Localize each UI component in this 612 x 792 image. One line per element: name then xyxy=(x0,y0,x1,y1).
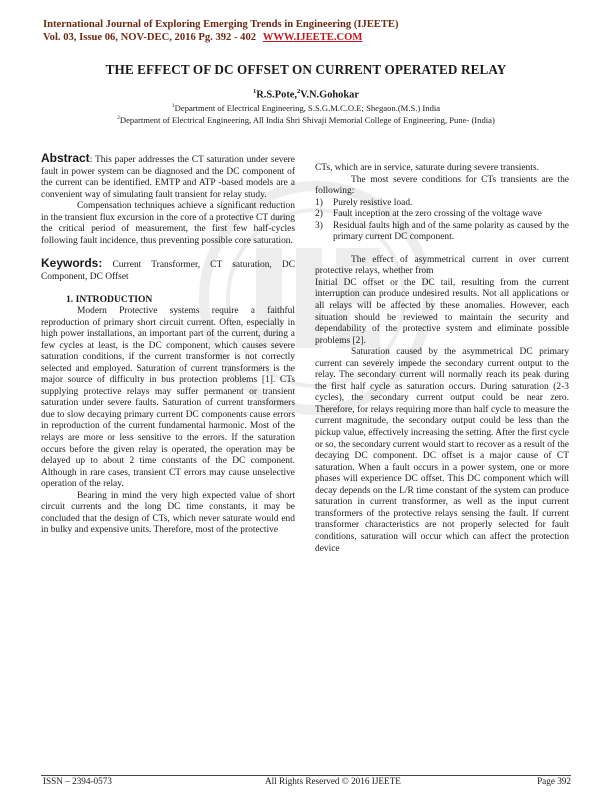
affiliation-1 xyxy=(0,103,612,113)
list-item-number: 2) xyxy=(315,209,323,220)
right-column xyxy=(315,163,569,555)
intro-paragraph-1: Modern Protective systems require a faithful reproduction of primary short circuit current. Often, especially in high power installations, an important part of the current, during a few cycles at least, is the DC component, which causes severe saturation conditions, if the current transformer is not correctly selected and employed. Saturation of current transformers is the major source of difficulty in bus protection problems [1]. CTs supplying protective relays may suffer permanent or transient saturation under severe faults. Saturation of current transformers due to slow decaying primary current DC components cause errors in reproduction of the current fundamental harmonic. Most of the relays are more or less sensitive to the errors. If the saturation occurs before the given relay is operated, the operation may be delayed up to about 2 time constants of the DC component. Although in rare cases, transient CT errors may cause unselective operation of the relay. xyxy=(41,306,295,490)
abstract-paragraph-1 xyxy=(41,153,295,201)
right-paragraph-3a: The effect of asymmetrical current in over current protective relays, whether from xyxy=(315,254,569,277)
abstract-paragraph-2: Compensation techniques achieve a significant reduction in the transient flux excursion in the core of a protective CT during the critical period of measurement, the first few half-cycles following fault incidence, thus preventing possible core saturation. xyxy=(41,201,295,246)
keywords-paragraph xyxy=(41,258,295,283)
list-item-number: 3) xyxy=(315,220,323,231)
affiliation-1-text: Department of Electrical Engineering, S.S.G.M.C.O.E; Shegaon.(M.S.) India xyxy=(174,103,441,113)
affiliation-1-mark: 1 xyxy=(171,103,175,110)
list-item-text: Purely resistive load. xyxy=(333,197,413,208)
affiliation-2-text: Department of Electrical Engineering, All India Shri Shivaji Memorial College of Engineering, Pune- (India) xyxy=(119,115,495,125)
footer-page-number: Page 392 xyxy=(537,776,571,786)
author-line xyxy=(0,88,612,100)
left-column xyxy=(41,153,295,537)
intro-paragraph-2: Bearing in mind the very high expected value of short circuit currents and the long DC time constants, it may be concluded that the design of CTs, which never saturate would end in bulky and expensive units. Therefore, most of the protective xyxy=(41,490,295,536)
list-item xyxy=(315,221,569,244)
severe-conditions-list xyxy=(315,198,569,244)
keywords-text: Current Transformer, CT saturation, DC Component, DC Offset xyxy=(41,260,295,282)
author1-name: R.S.Pote, xyxy=(256,89,297,101)
right-paragraph-1: CTs, which are in service, saturate during severe transients. xyxy=(315,163,539,173)
list-item xyxy=(315,209,569,221)
keywords-label: Keywords: xyxy=(41,256,103,271)
list-item-text: Fault inception at the zero crossing of the voltage wave xyxy=(333,209,542,220)
footer-copyright: All Rights Reserved © 2016 IJEETE xyxy=(265,776,401,786)
list-item-text: Residual faults high and of the same polarity as caused by the primary current DC component. xyxy=(333,220,569,243)
abstract-label: Abstract xyxy=(41,151,90,165)
affiliation-2 xyxy=(0,115,612,125)
journal-issue-line xyxy=(43,31,583,44)
abstract-text-1: : This paper addresses the CT saturation under severe fault in power system can be diagnosed and the DC component of the current can be identified. EMTP and ATP -based models are a convenient way of simulating fault transient for relay study. xyxy=(41,155,295,200)
journal-name: International Journal of Exploring Emerging Trends in Engineering (IJEETE) xyxy=(43,19,399,30)
author1-affil-mark: 1 xyxy=(253,88,257,95)
journal-header xyxy=(43,18,583,44)
journal-volume-issue: Vol. 03, Issue 06, NOV-DEC, 2016 Pg. 392 - 402 xyxy=(43,32,257,43)
author2-name: V.N.Gohokar xyxy=(300,89,359,101)
section-heading-introduction: 1. INTRODUCTION xyxy=(66,294,153,306)
right-paragraph-3b: Initial DC offset or the DC tail, resulting from the current interruption can produce undesired results. Not all applications or all relays will be affected by these anomalies. However, each situation should be reviewed to maintain the security and dependability of the protective system and eliminate possible problems [2]. xyxy=(315,277,569,346)
author2-affil-mark: 2 xyxy=(297,88,301,95)
journal-url-link[interactable]: WWW.IJEETE.COM xyxy=(262,32,363,43)
footer-issn: ISSN – 2394-0573 xyxy=(43,776,112,786)
list-item-number: 1) xyxy=(315,197,323,208)
right-paragraph-4: Saturation caused by the asymmetrical DC primary current can severely impede the secondary current output to the relay. The secondary current will normally reach its peak during the first half cycle as saturation occurs. During saturation (2-3 cycles), the secondary current output could be near zero. Therefore, for relays requiring more than half cycle to measure the current magnitude, the secondary output could be less than the pickup value, effectively increasing the setting. After the first cycle or so, the secondary current would start to recover as a result of the decaying DC component. DC offset is a major cause of CT saturation. When a fault occurs in a power system, one or more phases will experience DC offset. This DC component which will decay depends on the L/R time constant of the system can produce saturation in current transformer, as well as the input current transformers of the protective relays sensing the fault. If current transformer characteristics are not properly selected for fault conditions, saturation will occur which can affect the protection device xyxy=(315,347,569,554)
paper-title: THE EFFECT OF DC OFFSET ON CURRENT OPERATED RELAY xyxy=(105,62,507,77)
right-paragraph-2: The most severe conditions for CTs transients are the following: xyxy=(315,174,569,197)
affiliation-2-mark: 2 xyxy=(117,115,120,122)
list-item xyxy=(315,198,569,210)
